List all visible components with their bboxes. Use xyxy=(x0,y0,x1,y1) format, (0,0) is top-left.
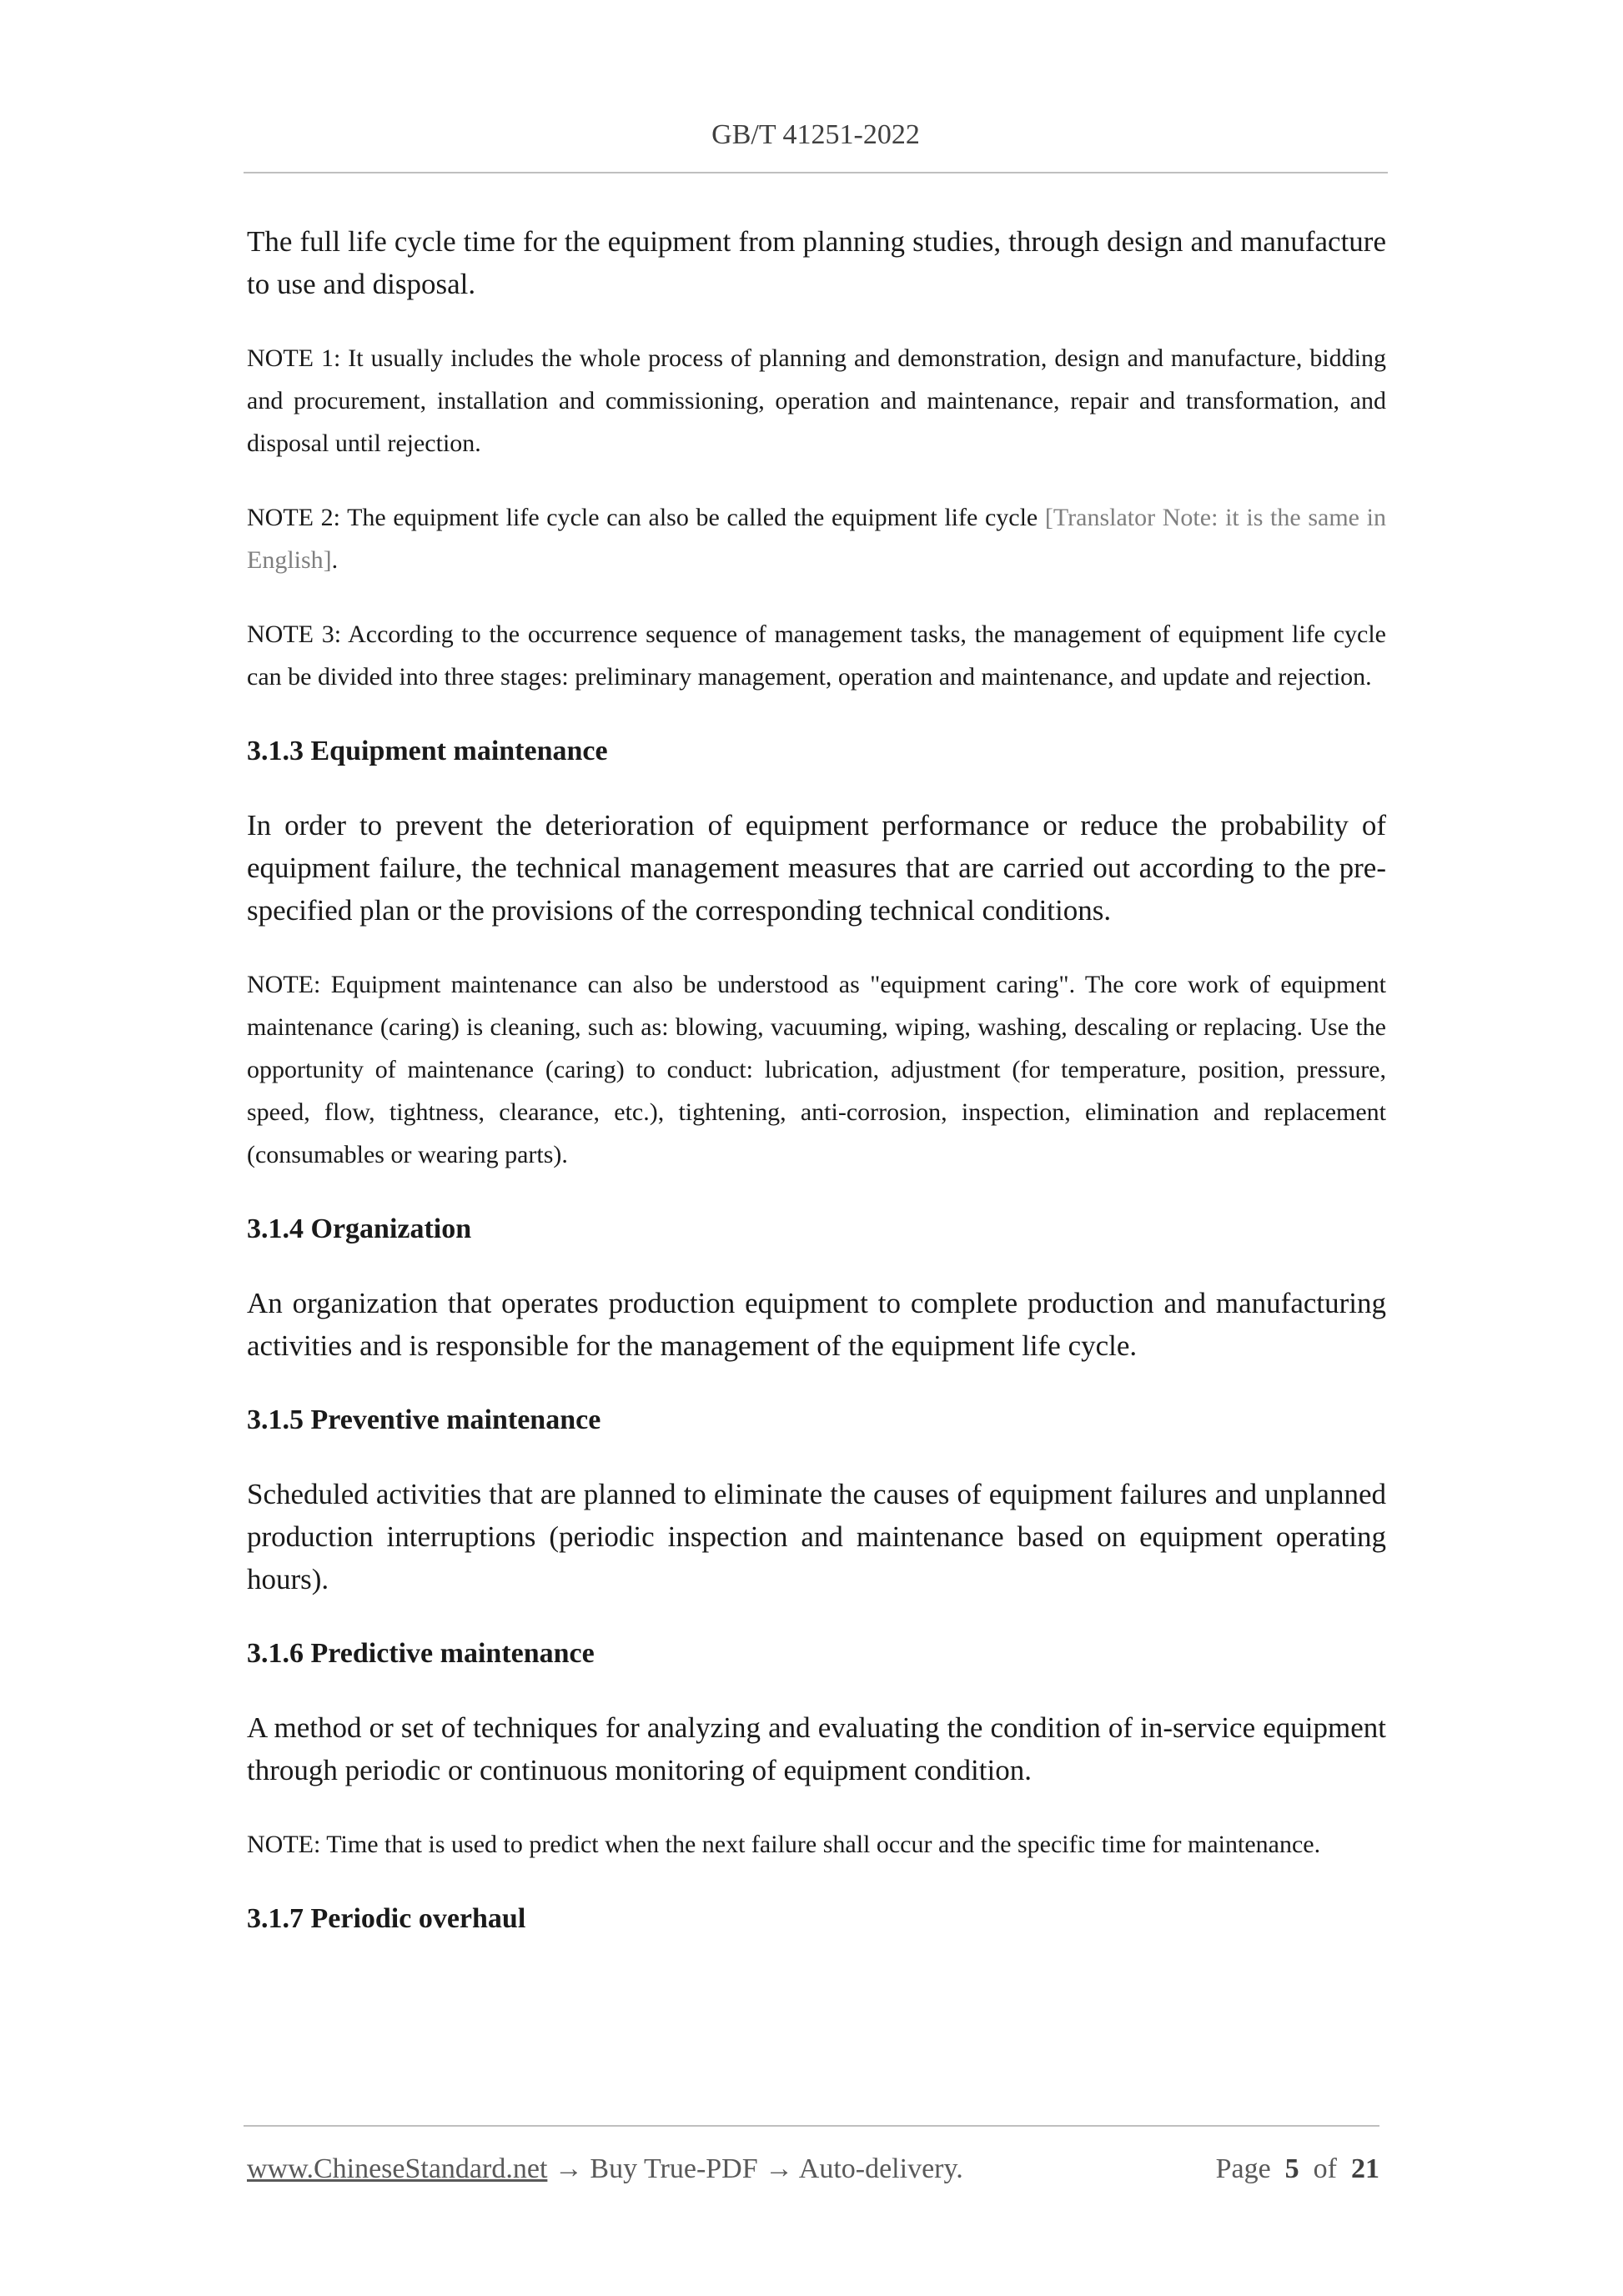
document-body xyxy=(247,220,1386,1972)
paragraph-3-1-3: In order to prevent the deterioration of equipment performance or reduce the probability of equipment failure, the technical management measures that are carried out according to the pre-specified plan or the provisions of the corresponding technical conditions. xyxy=(247,809,1386,927)
of-label: of xyxy=(1313,2153,1337,2184)
note-2 xyxy=(247,496,1386,581)
arrow-right-icon: → xyxy=(547,2153,590,2184)
header-divider xyxy=(244,172,1388,173)
page-number xyxy=(1216,2148,1379,2190)
buy-true-pdf-text: Buy True-PDF xyxy=(590,2153,758,2184)
paragraph-3-1-6: A method or set of techniques for analyzing and evaluating the condition of in-service equipment through periodic or continuous monitoring of equipment condition. xyxy=(247,1711,1386,1786)
note-3-1-6: NOTE: Time that is used to predict when the next failure shall occur and the specific time for maintenance. xyxy=(247,1831,1321,1858)
page-footer xyxy=(247,2148,1379,2190)
arrow-right-icon: → xyxy=(757,2153,799,2184)
note-3: NOTE 3: According to the occurrence sequence of management tasks, the management of equipment life cycle can be divided into three stages: preliminary management, operation and maintenance, and update and rejection. xyxy=(247,620,1386,691)
page-header-doc-id: GB/T 41251-2022 xyxy=(711,119,920,150)
translator-note: [Translator Note: it is the same in English] xyxy=(247,504,1386,574)
current-page: 5 xyxy=(1284,2153,1299,2184)
paragraph-3-1-5: Scheduled activities that are planned to eliminate the causes of equipment failures and unplanned production interruptions (periodic inspection and maintenance based on equipment operating hours). xyxy=(247,1478,1386,1595)
auto-delivery-text: Auto-delivery. xyxy=(798,2153,963,2184)
note-2-text: NOTE 2: The equipment life cycle can also be called the equipment life cycle xyxy=(247,504,1045,531)
heading-3-1-3: 3.1.3 Equipment maintenance xyxy=(247,736,608,766)
note-2-end: . xyxy=(331,546,339,574)
intro-paragraph: The full life cycle time for the equipment from planning studies, through design and manufacture to use and disposal. xyxy=(247,225,1386,300)
footer-divider xyxy=(244,2125,1379,2127)
note-1: NOTE 1: It usually includes the whole process of planning and demonstration, design and manufacture, bidding and procurement, installation and commissioning, operation and maintenance, repair and transformation, and disposal until rejection. xyxy=(247,344,1386,457)
note-3-1-3: NOTE: Equipment maintenance can also be understood as "equipment caring". The core work of equipment maintenance (caring) is cleaning, such as: blowing, vacuuming, wiping, washing, descaling or replacing. Use the opportunity of maintenance (caring) to conduct: lubrication, adjustment (for temperature, position, pressure, speed, flow, tightness, clearance, etc.), tightening, anti-corrosion, inspection, elimination and replacement (consumables or wearing parts). xyxy=(247,971,1386,1168)
heading-3-1-4: 3.1.4 Organization xyxy=(247,1213,472,1244)
page-label: Page xyxy=(1215,2153,1271,2184)
heading-3-1-5: 3.1.5 Preventive maintenance xyxy=(247,1404,601,1435)
heading-3-1-7: 3.1.7 Periodic overhaul xyxy=(247,1903,526,1934)
heading-3-1-6: 3.1.6 Predictive maintenance xyxy=(247,1638,595,1669)
site-link[interactable]: www.ChineseStandard.net xyxy=(247,2153,548,2184)
paragraph-3-1-4: An organization that operates production equipment to complete production and manufacturing activities and is responsible for the management of the equipment life cycle. xyxy=(247,1287,1386,1362)
total-pages: 21 xyxy=(1351,2153,1379,2184)
